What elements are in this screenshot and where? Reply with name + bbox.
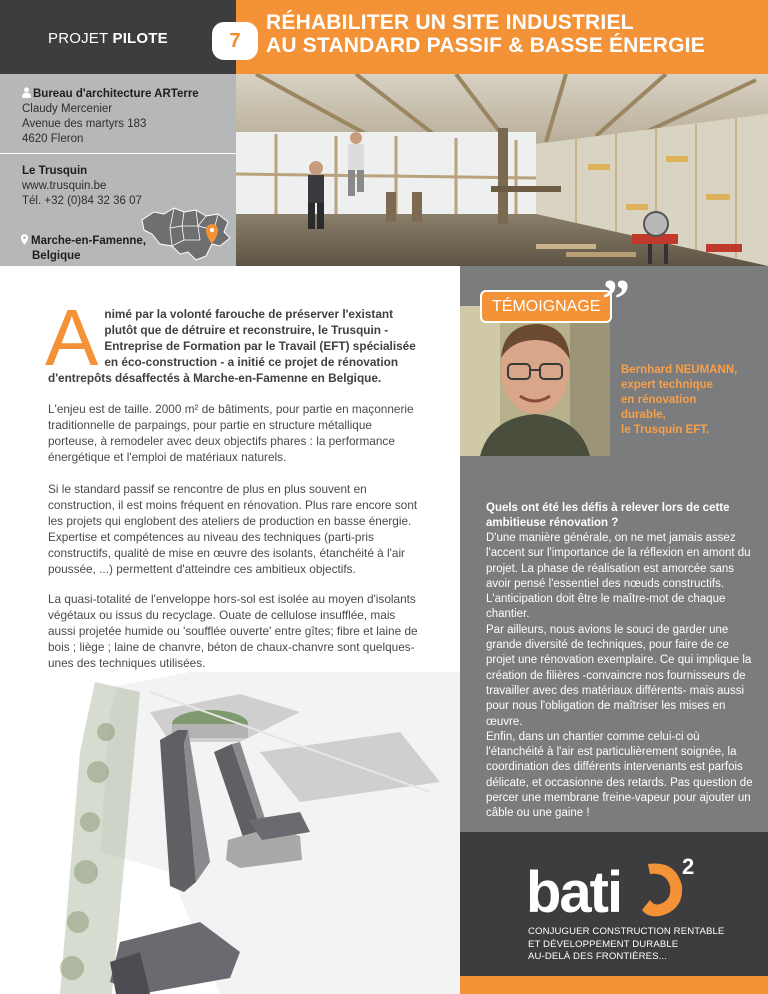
article-lead (45, 293, 418, 386)
lead-text: nimé par la volonté farouche de préserver l'existant plutôt que de détruire et reconstruire, le Trusquin - Entreprise de Formation par le Travail (EFT) spécialisée en éco-construction - a initié ce projet de rénovation d'entrepôts désaffectés à Marche-en-Famenne en Belgique. (48, 307, 416, 385)
company-website[interactable]: www.trusquin.be (22, 180, 107, 192)
portrait-illustration (460, 306, 610, 456)
author-role-3: durable, (621, 409, 666, 421)
author-role-2: en rénovation (621, 394, 697, 406)
construction-site-photo (236, 74, 768, 266)
interview-answer: D'une manière générale, on ne met jamais assez l'accent sur l'importance de la réflexion en amont du projet. La phase de réalisation est amorcée sans avoir pensé l'essentiel des nœuds constructifs. L'anticipation doit être le maître-mot de chaque chantier. Par ailleurs, nous avions le souci de garder une grande diversité de techniques, pour faire de ce projet une rénovation exemplaire. Ce qui implique la création de filières -convaincre nos fournisseurs de travailler avec des matériaux différents- mais aussi pour nous l'obligation de maîtriser les mises en œuvre. Enfin, dans un chantier comme celui-ci où l'étanchéité à l'air est particulièrement soignée, la coordination des différents intervenants est parfois délicate, et occasionne des retards. Pas question de percer une membrane freine-vapeur pour ajouter un câble ou une gaine ! (486, 532, 753, 820)
project-number-badge: 7 (212, 22, 258, 60)
bati-logo (526, 852, 702, 922)
author-organisation: le Trusquin EFT. (621, 424, 710, 436)
drop-cap: A (45, 293, 99, 382)
info-divider (0, 153, 236, 154)
testimonial-badge: TÉMOIGNAGE (480, 290, 612, 323)
article-paragraph-1: L'enjeu est de taille. 2000 m² de bâtiments, pour partie en maçonnerie traditionnelle de parpaings, pour partie en structure métallique porteuse, à remodeler avec deux objectifs phares : la performance énergétique et l'emploi de matériaux naturels. (48, 402, 414, 464)
architect-name: Bureau d'architecture ARTerre (22, 87, 199, 102)
construction-photo-illustration (236, 74, 768, 266)
article-paragraph-2: Si le standard passif se rencontre de plus en plus souvent en construction, il est moins fréquent en rénovation. Plus rare encore sont les projets qui englobent des ateliers de production en basse énergie. Expertise et compétences au niveau des techniques (parti-pris constructifs, qualité de mise en œuvre des isolants, étanchéité à l'air poussée, ...) permettent d'atteindre ces ambitieux objectifs. (48, 482, 418, 576)
testimonial-author (621, 363, 761, 438)
architect-block (22, 87, 199, 147)
quote-icon: ” (602, 269, 630, 331)
tagline-line1: CONJUGUER CONSTRUCTION RENTABLE (528, 926, 725, 937)
company-phone: Tél. +32 (0)84 32 36 07 (22, 195, 142, 207)
tagline-line2: ET DÉVELOPPEMENT DURABLE (528, 938, 679, 950)
logo-superscript: 2 (682, 854, 695, 879)
brand-tagline (528, 926, 724, 964)
tagline-line3: AU-DELÀ DES FRONTIÈRES... (528, 951, 667, 962)
company-block (22, 164, 142, 209)
page-title (266, 11, 705, 57)
location-line1: Marche-en-Famenne, (20, 234, 146, 249)
interview-question: Quels ont été les défis à relever lors de cette ambitieuse rénovation ? (486, 502, 730, 529)
article-paragraph-3: La quasi-totalité de l'enveloppe hors-sol est isolée au moyen d'isolants végétaux ou issus du recyclage. Ouate de cellulose insufflée, mais aussi projetée humide ou 'soufflée ouverte' entre gîtes; fibre et laine de bois ; liège ; laine de chanvre, béton de chaux-chanvre sont quelques-unes des techniques utilisées. (48, 592, 418, 670)
project-info-panel (0, 74, 236, 266)
author-name: Bernhard NEUMANN, (621, 364, 738, 376)
company-name: Le Trusquin (22, 165, 88, 177)
page-title-line1: RÉHABILITER UN SITE INDUSTRIEL (266, 11, 634, 34)
footer-orange-band (460, 976, 768, 994)
site-render-illustration (0, 672, 460, 994)
page-title-line2: AU STANDARD PASSIF & BASSE ÉNERGIE (266, 34, 705, 57)
project-kicker: PROJET PILOTE (48, 30, 168, 47)
location-block (20, 234, 146, 264)
architect-street: Avenue des martyrs 183 (22, 118, 147, 130)
logo-wordmark: bati (526, 860, 622, 922)
site-3d-render (0, 672, 460, 994)
architect-city: 4620 Fleron (22, 133, 84, 145)
location-line2: Belgique (32, 250, 81, 262)
author-portrait (460, 306, 610, 456)
belgium-map-icon (140, 204, 232, 262)
author-role-1: expert technique (621, 379, 714, 391)
architect-contact: Claudy Mercenier (22, 103, 113, 115)
location-pin-icon (20, 234, 29, 245)
person-icon (22, 87, 31, 98)
